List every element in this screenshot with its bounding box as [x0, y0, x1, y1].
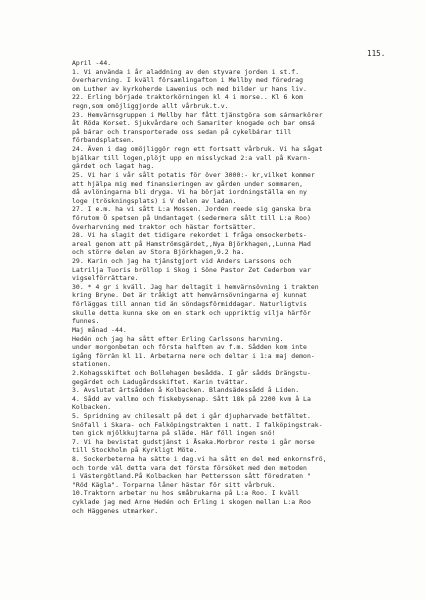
- text-line: gegärdet och Ladugårdsskiftet. Karin tvättar.: [72, 377, 249, 386]
- text-line: till Stockholm på Kyrkligt Möte.: [72, 446, 198, 455]
- text-line: överharvning med traktor och hästar fortsätter.: [72, 222, 257, 231]
- text-line: April -44.: [72, 59, 112, 67]
- text-line: 29. Karin och jag ha tjänstgjort vid Anders Larssons och: [72, 257, 292, 266]
- text-line: 30. * 4 gr i kväll. Jag har deltagit i hemvärnsövning i trakten: [72, 282, 319, 291]
- text-line: 23. Hemvärnsgruppen i Mellby har fått tjänstgöra som sármarkörer: [72, 110, 323, 119]
- text-line: 1. Vi använda i år aladdning av den styvare jorden i st.f.: [72, 67, 300, 76]
- text-line: igång förrän kl 11. Arbetarna nere och deltar i 1:a maj demon-: [72, 351, 315, 360]
- text-line: 24. Även i dag omöjliggör regn ett fortsatt vårbruk. Vi ha sågat: [72, 145, 323, 154]
- text-line: regn,som omöjliggjorde allt vårbruk.t.v.: [72, 102, 229, 111]
- text-line: Latrilja Tuoris bröllop i Skog i Söne Pastor Zet Cederbom var: [72, 265, 311, 274]
- text-line: förläggas till annan tid än söndagsförmiddagar. Naturligtvis: [72, 300, 307, 309]
- text-line: 5. Spridning av chilesalt på det i går djupharvade betfältet.: [72, 411, 311, 420]
- text-line: 8. Sockerbeterna ha sätte i dag.vi ha sått en del med enkornsfrö,: [72, 455, 327, 464]
- text-line: 2.Kohagsskiftet och Bollehagen besådda. I går sådds Drängstu-: [72, 368, 311, 377]
- text-line: att hjälpa mig med finansieringen av gården under sommaren,: [72, 179, 304, 188]
- text-line: vigselförrättare.: [72, 274, 139, 283]
- page-number: 115.: [367, 49, 386, 58]
- text-line: skulle detta kunna ske om en stark och uppriktig vilja härför: [72, 308, 311, 317]
- text-line: kring Bryne. Det är tråkigt att hemvärnsövningarna ej kunnat: [72, 291, 307, 300]
- text-line: 25. Vi har i vår sålt potatis för över 3000:- kr,vilket kommer: [72, 170, 315, 179]
- text-line: 3. Avslutat ärtsådden å Kolbacken. Blandsädessådd å Liden.: [72, 386, 300, 395]
- text-line: ten gick mjölkkujtarna på släde. Här föll ingen snö!: [72, 429, 276, 438]
- text-line: stationen.: [72, 360, 112, 369]
- text-line: Snöfall i Skara- och Falköpingstrakten i natt. I falköpingstrak-: [72, 420, 323, 429]
- text-line: överharvning. I kväll församlingafton i Mellby med föredrag: [72, 76, 304, 85]
- text-line: areal genom att på Hamströmsgärdet,,Nya Björkhagen,,Lunna Mad: [72, 239, 311, 248]
- text-line: Maj månad -44.: [72, 325, 127, 334]
- text-line: 7. Vi ha bevistat gudstjänst i Åsaka.Morbror reste i går morse: [72, 437, 315, 446]
- text-line: 10.Traktorn arbetar nu hos småbrukarna på L:a Roo. I kväll: [72, 489, 300, 498]
- text-line: om Luther av kyrkoherde Lawenius och med bilder ur hans liv.: [72, 84, 307, 93]
- page-body-text: [72, 59, 422, 515]
- text-line: 27. I e.m. ha vi sått L:a Mossen. Jorden reede sig ganska bra: [72, 205, 311, 214]
- text-line: förbandsplatsen.: [72, 136, 135, 145]
- text-line: och större delen av Stora Björkhagen,9.2 ha.: [72, 248, 245, 257]
- text-line: Hedén och jag ha sått efter Erling Carlssons harvning.: [72, 334, 284, 343]
- text-line: 4. Sådd av vallmo och fiskebysenap. Sått 18k på 2200 kvm å La: [72, 394, 311, 403]
- text-line: i Västergötland.På Kolbacken har Pettersson sått föredraten ": [72, 472, 311, 481]
- text-line: och Häggenes utmarker.: [72, 506, 159, 515]
- text-line: åt Röda Korset. Sjukvårdare och Samariter knogade och bar omsá: [72, 119, 315, 128]
- text-line: loge (tröskningsplats) i V delen av ladan.: [72, 196, 237, 205]
- text-line: och torde väl detta vara det första försöket med den metoden: [72, 463, 307, 472]
- text-line: då avlöningarna bli dryga. Vi ha börjat iordningställa en ny: [72, 188, 307, 197]
- text-line: bjälkar till logen,plöjt upp en misslyckad 2:a vall på Kvarn-: [72, 153, 311, 162]
- text-line: funnes.: [72, 317, 100, 326]
- text-line: Kolbacken.: [72, 403, 112, 412]
- text-line: "Röd Kägla". Torparna låner hästar för sitt vårbruk.: [72, 480, 276, 489]
- text-line: förutom Ö spetsen på Undantaget (sedermera sålt till L:a Roo): [72, 213, 311, 222]
- text-line: 22. Erling började traktorkörningen kl 4 i morse.. Kl 6 kom: [72, 93, 304, 102]
- text-line: på bárar och transporterade oss sedan på cykelbárar till: [72, 127, 292, 136]
- text-line: under morgonbetan och första halften av f.m. Sådden kom inte: [72, 343, 307, 352]
- text-line: gärdet och lagat hag.: [72, 162, 155, 171]
- text-line: 28. Vi ha slagit det tidigare rekordet i fråga omsockerbets-: [72, 231, 307, 240]
- text-line: cyklade jag med Arne Hedén och Erling i skogen mellan L:a Roo: [72, 498, 311, 507]
